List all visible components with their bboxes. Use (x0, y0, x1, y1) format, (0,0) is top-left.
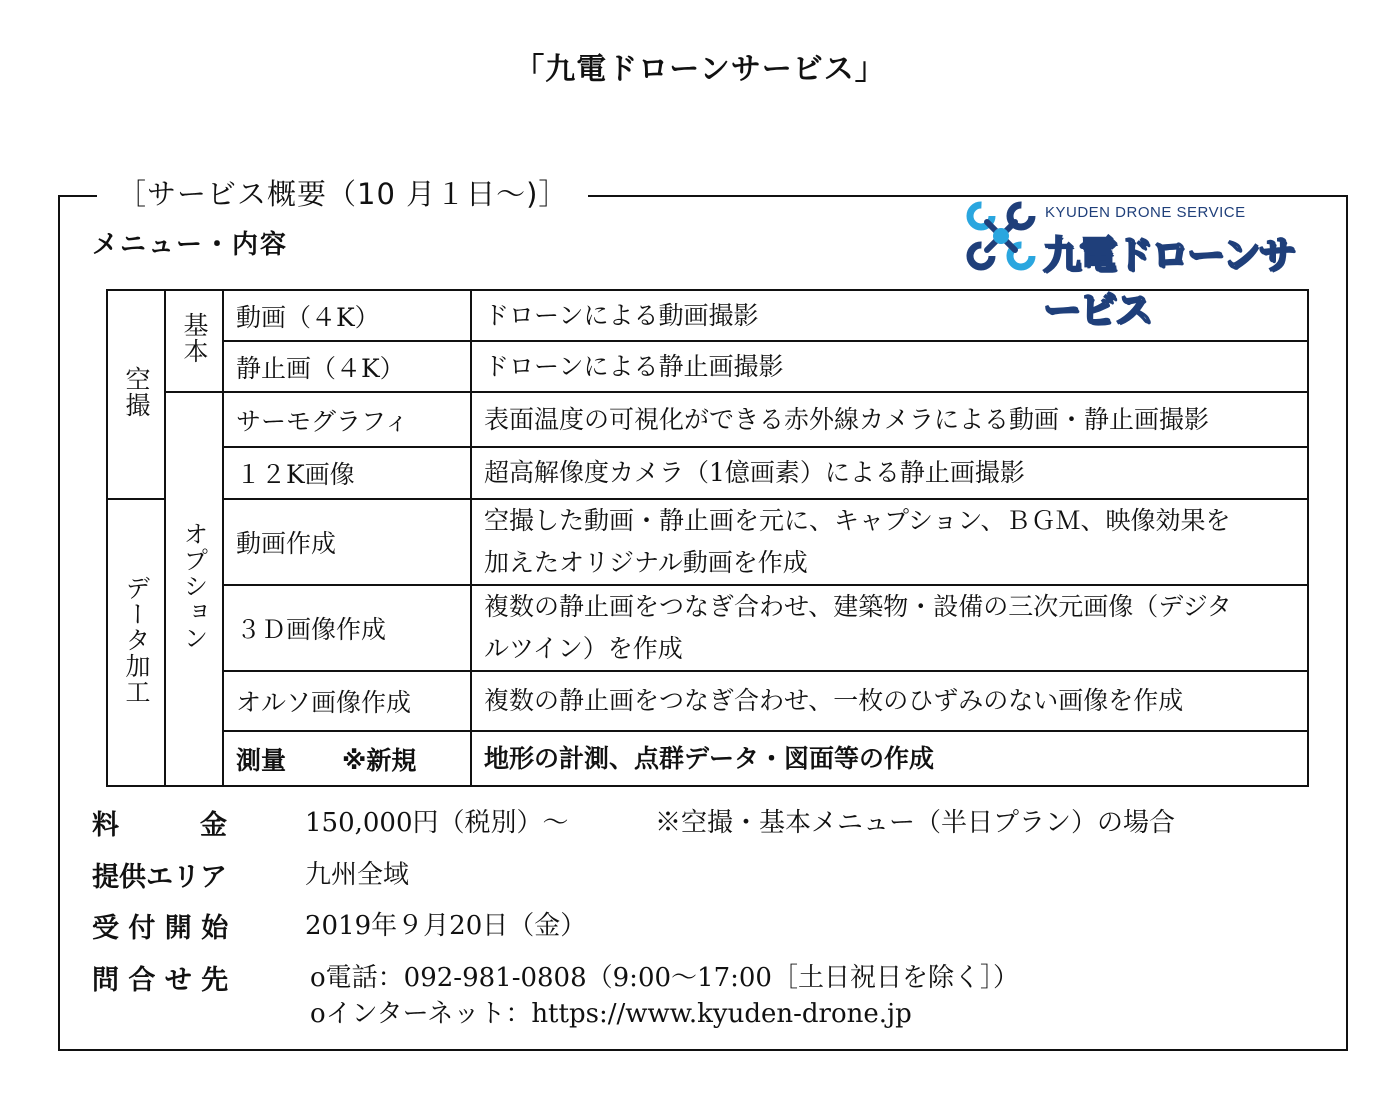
desc-cell: 複数の静止画をつなぎ合わせ、建築物・設備の三次元画像（デジタ ルツイン）を作成 (471, 585, 1308, 671)
fee-value: 150,000円（税別）～ (305, 808, 569, 838)
subcategory-option: オプション (165, 392, 223, 786)
item-cell: 静止画（４K） (223, 341, 471, 392)
area-value: 九州全域 (305, 860, 410, 890)
kyuden-drone-logo (965, 198, 1315, 332)
table-row (107, 499, 1308, 585)
start-value: 2019年９月20日（金） (305, 911, 587, 941)
desc-cell: 空撮した動画・静止画を元に、キャプション、ＢＧＭ、映像効果を 加えたオリジナル動画を作成 (471, 499, 1308, 585)
desc-cell: ドローンによる動画撮影 (471, 290, 1308, 341)
area-label: 提供エリア (92, 862, 227, 893)
item-cell: サーモグラフィ (223, 392, 471, 447)
table-row (107, 731, 1308, 786)
item-cell: １２K画像 (223, 447, 471, 499)
logo-name: 九電ドローンサービス (1043, 233, 1295, 332)
item-cell: オルソ画像作成 (223, 671, 471, 731)
desc-cell: 表面温度の可視化ができる赤外線カメラによる動画・静止画撮影 (471, 392, 1308, 447)
subcategory-basic: 基本 (165, 290, 223, 392)
fee-label: 料 金 (92, 810, 227, 841)
fee-note: ※空撮・基本メニュー（半日プラン）の場合 (655, 808, 1176, 838)
category-data-processing: データ加工 (107, 499, 165, 786)
table-row (107, 447, 1308, 499)
overview-title: ［サービス概要（10 月１日～)］ (97, 172, 588, 213)
start-label: 受 付 開 始 (92, 913, 229, 944)
logo-subtitle: KYUDEN DRONE SERVICE (1045, 204, 1246, 221)
table-row (107, 585, 1308, 671)
item-cell: 動画（４K） (223, 290, 471, 341)
category-aerial: 空撮 (107, 290, 165, 499)
item-cell: 測量 ※新規 (223, 731, 471, 786)
desc-cell: 複数の静止画をつなぎ合わせ、一枚のひずみのない画像を作成 (471, 671, 1308, 731)
menu-heading: メニュー・内容 (92, 230, 289, 260)
contact-label: 問 合 せ 先 (92, 965, 229, 996)
service-table (106, 289, 1309, 787)
contact-phone: o電話：092-981-0808（9:00～17:00［土日祝日を除く］） (310, 963, 1019, 993)
table-row (107, 392, 1308, 447)
page-title: 「九電ドローンサービス」 (514, 52, 886, 87)
contact-web-link[interactable]: oインターネット：https://www.kyuden-drone.jp (310, 999, 912, 1029)
table-row (107, 290, 1308, 341)
table-row (107, 341, 1308, 392)
table-row (107, 671, 1308, 731)
item-cell: 動画作成 (223, 499, 471, 585)
item-cell: ３Ｄ画像作成 (223, 585, 471, 671)
desc-cell: ドローンによる静止画撮影 (471, 341, 1308, 392)
drone-logo-icon (965, 200, 1037, 272)
desc-cell: 超高解像度カメラ（1億画素）による静止画撮影 (471, 447, 1308, 499)
desc-cell: 地形の計測、点群データ・図面等の作成 (471, 731, 1308, 786)
